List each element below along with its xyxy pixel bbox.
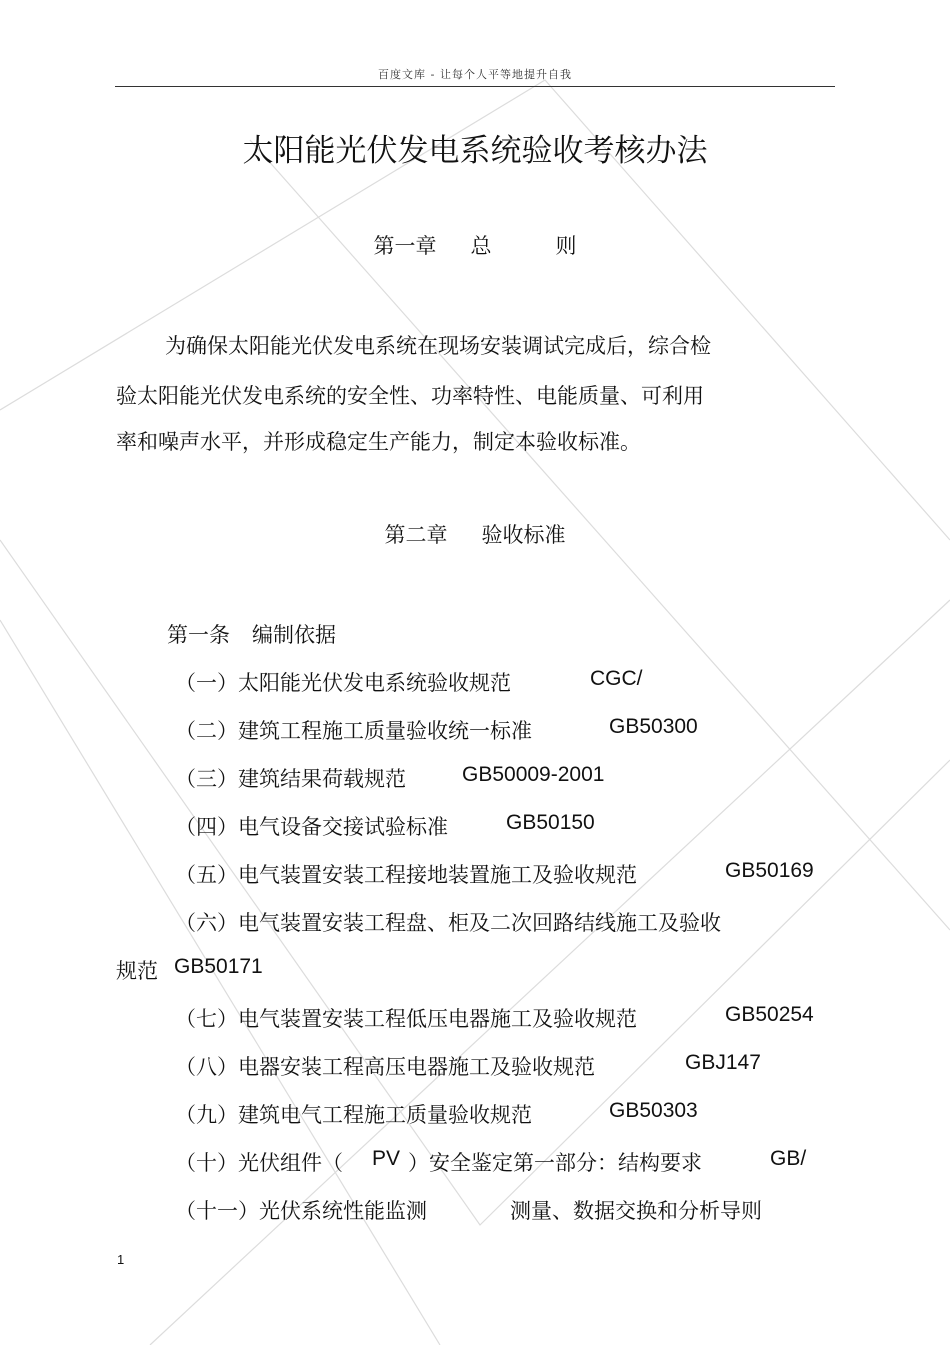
header-rule — [115, 86, 835, 87]
chapter-2-heading — [0, 519, 950, 549]
standard-code: GB/ — [770, 1147, 807, 1170]
standard-code: GB50171 — [174, 955, 263, 978]
list-item: （十）光伏组件（ — [175, 1151, 343, 1175]
chapter-1-title-char-2: 则 — [555, 234, 577, 258]
list-item: （四）电气设备交接试验标准 — [175, 815, 448, 839]
list-item: （五）电气装置安装工程接地装置施工及验收规范 — [175, 863, 637, 887]
article-1-label: 第一条 — [167, 623, 230, 647]
list-item: （八）电器安装工程高压电器施工及验收规范 — [175, 1055, 595, 1079]
list-item: （二）建筑工程施工质量验收统一标准 — [175, 719, 532, 743]
article-1-title: 编制依据 — [252, 623, 336, 647]
intro-line-1: 为确保太阳能光伏发电系统在现场安装调试完成后，综合检 — [165, 334, 711, 358]
list-item: （九）建筑电气工程施工质量验收规范 — [175, 1103, 532, 1127]
list-item-text-cont: 测量、数据交换和分析导则 — [510, 1199, 762, 1223]
standard-code: CGC/ — [590, 667, 643, 690]
standard-code: PV — [372, 1147, 401, 1170]
article-1-heading — [167, 619, 336, 649]
list-item: （六）电气装置安装工程盘、柜及二次回路结线施工及验收 — [175, 911, 721, 935]
list-item-continuation: 规范 — [116, 959, 158, 983]
chapter-1-number: 第一章 — [373, 234, 437, 258]
standard-code: GB50150 — [506, 811, 595, 834]
standard-code: GBJ147 — [685, 1051, 761, 1074]
list-item: （一）太阳能光伏发电系统验收规范 — [175, 671, 511, 695]
chapter-1-title-char-1: 总 — [470, 234, 492, 258]
intro-line-3: 率和噪声水平，并形成稳定生产能力，制定本验收标准。 — [116, 430, 641, 454]
intro-line-2: 验太阳能光伏发电系统的安全性、功率特性、电能质量、可利用 — [116, 384, 704, 408]
standard-code: GB50303 — [609, 1099, 698, 1122]
standard-code: GB50169 — [725, 859, 814, 882]
chapter-2-title: 验收标准 — [481, 523, 566, 547]
list-item: （三）建筑结果荷载规范 — [175, 767, 406, 791]
document-title: 太阳能光伏发电系统验收考核办法 — [242, 133, 708, 169]
page-header-text: 百度文库 - 让每个人平等地提升自我 — [378, 68, 572, 81]
page-number: 1 — [117, 1252, 125, 1267]
chapter-1-heading — [0, 230, 950, 260]
list-item-text-cont: ）安全鉴定第一部分：结构要求 — [408, 1151, 702, 1175]
standard-code: GB50254 — [725, 1003, 814, 1026]
standard-code: GB50300 — [609, 715, 698, 738]
chapter-2-number: 第二章 — [384, 523, 448, 547]
list-item: （十一）光伏系统性能监测 — [175, 1199, 427, 1223]
standard-code: GB50009-2001 — [462, 763, 605, 786]
list-item: （七）电气装置安装工程低压电器施工及验收规范 — [175, 1007, 637, 1031]
